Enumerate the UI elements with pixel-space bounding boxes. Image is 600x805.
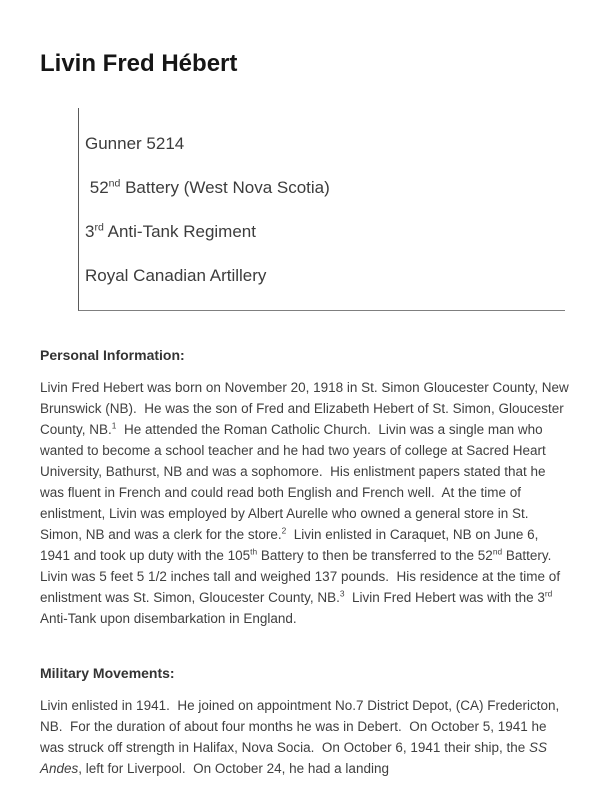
personal-information-paragraph: Livin Fred Hebert was born on November 20, 1918 in St. Simon Gloucester County, New Brunswick (NB). He was the son of Fred and Elizabeth Hebert of St. Simon, Gloucester County, NB.$^1$ He attended the Roman Catholic Church. Livin was a single man who wanted to become a school teacher and he had two years of college at Sacred Heart University, Bathurst, NB and was a sophomore. His enlistment papers stated that he was fluent in French and could read both English and French well. At the time of enlistment, Livin was employed by Albert Aurelle who owned a general store in St. Simon, NB and was a clerk for the store.$^2$ Livin enlisted in Caraquet, NB on June 6, 1941 and took up duty with the 105th Battery to then be transferred to the 52nd Battery. Livin was 5 feet 5 1/2 inches tall and weighed 137 pounds. His residence at the time of enlistment was St. Simon, Gloucester County, NB.$^3$ Livin Fred Hebert was with the 3rd Anti-Tank upon disembarkation in England.: [40, 380, 573, 626]
service-line-rank-number: Gunner 5214: [85, 134, 185, 153]
section-military-movements: [40, 665, 570, 779]
section-heading-personal-information: Personal Information:: [40, 347, 185, 363]
section-heading-military-movements: Military Movements:: [40, 665, 175, 681]
service-info-block: [78, 108, 565, 311]
service-line-regiment: 3rd Anti-Tank Regiment: [85, 221, 256, 241]
service-line-battery: 52nd Battery (West Nova Scotia): [85, 177, 330, 197]
service-line-corps: Royal Canadian Artillery: [85, 266, 267, 285]
military-movements-paragraph: Livin enlisted in 1941. He joined on appointment No.7 District Depot, (CA) Fredericton, NB. For the duration of about four months he was in Debert. On October 5, 1941 he was struck off strength in Halifax, Nova Socia. On October 6, 1941 their ship, the SS Andes, left for Liverpool. On October 24, he had a landing: [40, 698, 564, 776]
section-personal-information: [40, 347, 573, 629]
page-title: Livin Fred Hébert: [40, 50, 238, 77]
